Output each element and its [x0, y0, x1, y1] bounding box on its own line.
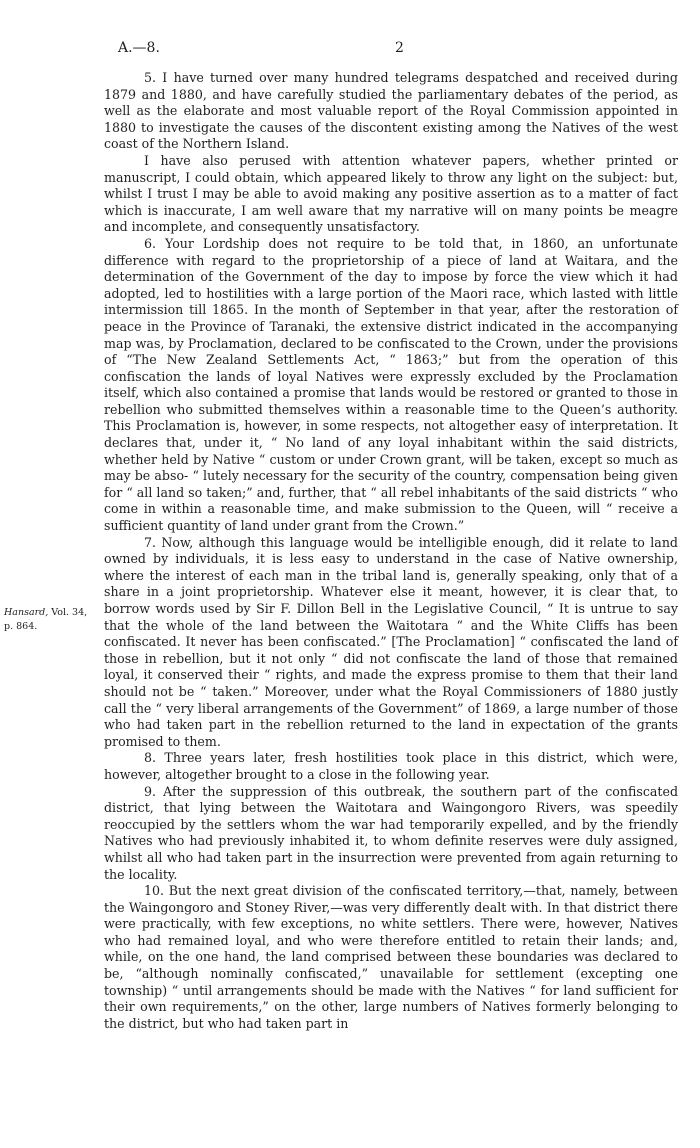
- margin-citation: [4, 606, 104, 634]
- citation-volume: Vol. 34,: [48, 607, 88, 618]
- paragraph-8: 8. Three years later, fresh hostilities took place in this district, which were, however, altogether brought to a close in the following year.: [104, 750, 678, 782]
- citation-source: Hansard,: [4, 607, 49, 618]
- document-body: [104, 70, 678, 1032]
- paragraph-5-continued: I have also perused with attention whatever papers, whether printed or manuscript, I could obtain, which appeared likely to throw any light on the subject: but, whilst I trust I may be able to avoid making any positive assertion as to a matter of fact which is inaccurate, I am well aware that my narrative will on many points be meagre and incomplete, and consequently unsatisfactory.: [104, 152, 678, 235]
- paragraph-5: 5. I have turned over many hundred telegrams despatched and received during 1879 and 1880, and have carefully studied the parliamentary debates of the period, as well as the elaborate and most valuable report of the Royal Commission appointed in 1880 to investigate the causes of the discontent existing among the Natives of the west coast of the Northern Island.: [104, 70, 678, 152]
- paragraph-10: 10. But the next great division of the confiscated territory,—that, namely, between the Waingongoro and Stoney River,—was very differently dealt with. In that district there were practically, with few exceptions, no white settlers. There were, however, Natives who had remained loyal, and who were therefore entitled to retain their lands; and, while, on the one hand, the land comprised between these boundaries was declared to be, “although nominally confiscated,” unavailable for settlement (excepting one township) “ until arrangements should be made with the Natives “ for land sufficient for their own requirements,” on the other, large numbers of Natives formerly belonging to the district, but who had taken part in: [104, 883, 678, 1031]
- page-header: [118, 40, 678, 60]
- paragraph-9: 9. After the suppression of this outbreak, the southern part of the confiscated district, that lying between the Waitotara and Waingongoro Rivers, was speedily reoccupied by the settlers whom the war had temporarily expelled, and by the friendly Natives who had previously inhabited it, to whom definite reserves were duly assigned, whilst all who had taken part in the insurrection were prevented from again returning to the locality.: [104, 783, 678, 882]
- paragraph-6: 6. Your Lordship does not require to be told that, in 1860, an unfortunate difference with regard to the proprietorship of a piece of land at Waitara, and the determination of the Government of the day to impose by force the view which it had adopted, led to hostilities with a large portion of the Maori race, which lasted with little intermission till 1865. In the month of September in that year, after the restoration of peace in the Province of Taranaki, the extensive district indicated in the accompanying map was, by Proclamation, declared to be confiscated to the Crown, under the provisions of “The New Zealand Settlements Act, “ 1863;” but from the operation of this confiscation the lands of loyal Natives were expressly excluded by the Proclamation itself, which also contained a promise that lands would be restored or granted to those in rebellion who submitted themselves within a reasonable time to the Queen’s authority. This Proclamation is, however, in some respects, not altogether easy of interpretation. It declares that, under it, “ No land of any loyal inhabitant within the said districts, whether held by Native “ custom or under Crown grant, will be taken, except so much as may be abso- “ lutely necessary for the security of the country, compensation being given for “ all land so taken;” and, further, that “ all rebel inhabitants of the said districts “ who come in within a reasonable time, and make submission to the Queen, will “ receive a sufficient quantity of land under grant from the Crown.”: [104, 235, 678, 534]
- citation-page: p. 864.: [4, 621, 38, 632]
- document-reference: A.—8.: [118, 40, 160, 56]
- page-number: 2: [395, 40, 404, 56]
- paragraph-7: 7. Now, although this language would be intelligible enough, did it relate to land owned by individuals, it is less easy to understand in the case of Native ownership, where the interest of each man in the tribal land is, generally speaking, only that of a share in a joint proprietorship. Whatever else it meant, however, it is clear that, to borrow words used by Sir F. Dillon Bell in the Legislative Council, “ It is untrue to say that the whole of the land between the Waitotara “ and the White Cliffs has been confiscated. It never has been confiscated.” [The Proclamation] “ confiscated the land of those in rebellion, but it not only “ did not confiscate the land of those that remained loyal, it conserved their “ rights, and made the express promise to them that their land should not be “ taken.” Moreover, under what the Royal Commissioners of 1880 justly call the “ very liberal arrangements of the Government” of 1869, a large number of those who had taken part in the rebellion returned to the land in expectation of the grants promised to them.: [104, 534, 678, 749]
